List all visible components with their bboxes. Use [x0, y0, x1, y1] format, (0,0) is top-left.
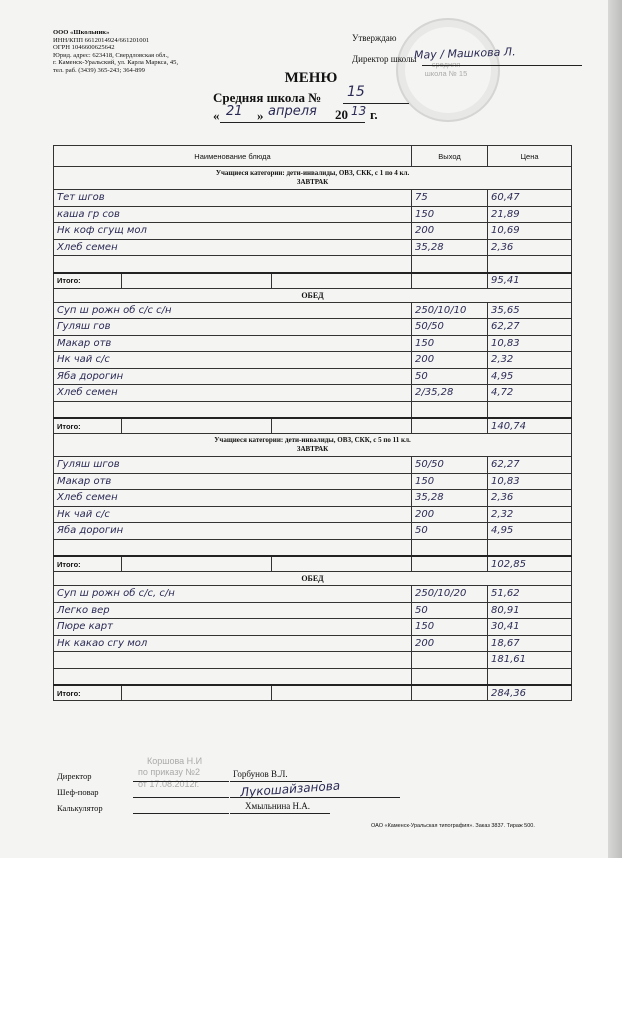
dish-price: 2,32	[488, 506, 572, 523]
dish-name: Хлеб семен	[54, 490, 412, 507]
empty-cell	[488, 668, 572, 685]
dish-output: 200	[412, 635, 488, 652]
organization-block	[53, 29, 178, 75]
total-row	[54, 556, 572, 572]
menu-item-row	[54, 302, 572, 319]
page-title: МЕНЮ	[284, 70, 338, 86]
org-inn: ИНН/КПП 6612014924/661201001	[53, 36, 150, 44]
dish-price: 51,62	[488, 586, 572, 603]
empty-cell	[488, 401, 572, 418]
dish-output: 150	[412, 473, 488, 490]
dish-name: Тет шгов	[54, 190, 412, 207]
total-empty	[412, 685, 488, 701]
empty-cell	[412, 401, 488, 418]
approve-label: Утверждаю	[352, 33, 397, 43]
dish-name: Яба дорогин	[54, 523, 412, 540]
dish-output: 35,28	[412, 239, 488, 256]
total-empty	[122, 418, 272, 434]
total-label: Итого:	[54, 556, 122, 572]
menu-item-row	[54, 473, 572, 490]
dish-output: 200	[412, 506, 488, 523]
date-day: 21	[226, 104, 243, 119]
dish-name: Гуляш шгов	[54, 457, 412, 474]
category-cell	[54, 167, 572, 190]
category-row	[54, 434, 572, 457]
category-title: Учащиеся категории: дети-инвалиды, ОВЗ, СКК, с 5 по 11 кл.	[214, 436, 411, 444]
dish-output: 50	[412, 602, 488, 619]
total-empty	[272, 273, 412, 289]
date-open-quote: «	[213, 108, 220, 123]
dish-price: 2,36	[488, 490, 572, 507]
dish-name	[54, 652, 412, 669]
empty-row	[54, 401, 572, 418]
dish-output: 50/50	[412, 319, 488, 336]
dish-price: 4,72	[488, 385, 572, 402]
total-empty	[412, 556, 488, 572]
chef-label: Шеф-повар	[57, 787, 99, 797]
dish-price: 2,36	[488, 239, 572, 256]
dish-price: 10,83	[488, 335, 572, 352]
total-empty	[272, 418, 412, 434]
total-label: Итого:	[54, 685, 122, 701]
section-title: ОБЕД	[54, 288, 572, 302]
menu-item-row	[54, 335, 572, 352]
dish-price: 21,89	[488, 206, 572, 223]
dish-name: Хлеб семен	[54, 385, 412, 402]
dish-price: 2,32	[488, 352, 572, 369]
total-value: 95,41	[488, 273, 572, 289]
dish-output: 50	[412, 368, 488, 385]
school-number: 15	[347, 84, 365, 100]
org-ogrn: ОГРН 1046600625642	[53, 44, 115, 52]
section-row	[54, 572, 572, 586]
director-school-label: Директор школы	[352, 54, 417, 64]
dish-output: 50/50	[412, 457, 488, 474]
date-close-quote: »	[257, 108, 264, 123]
dish-name: Макар отв	[54, 335, 412, 352]
menu-item-row	[54, 190, 572, 207]
order-note-2: от 17.08.2012г.	[138, 779, 200, 789]
org-address-2: г. Каменск-Уральский, ул. Карла Маркса, 45,	[53, 59, 179, 67]
empty-cell	[412, 539, 488, 556]
menu-item-row	[54, 239, 572, 256]
director-name: Горбунов В.Л.	[233, 769, 288, 779]
menu-table	[53, 145, 572, 701]
empty-cell	[54, 401, 412, 418]
school-subtitle: Средняя школа №	[213, 90, 322, 105]
calculator-name-line	[230, 813, 330, 814]
column-header-name: Наименование блюда	[54, 146, 412, 167]
dish-name: Гуляш гов	[54, 319, 412, 336]
total-row	[54, 685, 572, 701]
empty-cell	[488, 256, 572, 273]
director-signature: Мау / Машкова Л.	[413, 45, 516, 62]
menu-item-row	[54, 352, 572, 369]
director-faded-name: Коршова Н.И	[147, 756, 203, 766]
director-line	[133, 781, 229, 782]
total-empty	[272, 556, 412, 572]
dish-price: 4,95	[488, 523, 572, 540]
menu-item-row	[54, 635, 572, 652]
dish-name: Легко вер	[54, 602, 412, 619]
dish-output: 200	[412, 223, 488, 240]
dish-output: 250/10/10	[412, 302, 488, 319]
dish-name: Хлеб семен	[54, 239, 412, 256]
menu-item-row	[54, 457, 572, 474]
column-header-output: Выход	[412, 146, 488, 167]
menu-item-row	[54, 368, 572, 385]
chef-line	[133, 797, 229, 798]
empty-cell	[54, 256, 412, 273]
total-value: 140,74	[488, 418, 572, 434]
total-label: Итого:	[54, 418, 122, 434]
stamp-text: средняя школа № 15	[424, 60, 468, 78]
dish-price: 80,91	[488, 602, 572, 619]
total-value: 284,36	[488, 685, 572, 701]
date-month: апреля	[268, 104, 317, 119]
empty-cell	[488, 539, 572, 556]
org-address-1: Юрид. адрес: 623418, Свердловская обл.,	[53, 51, 169, 59]
category-title: Учащиеся категории: дети-инвалиды, ОВЗ, СКК, с 1 по 4 кл.	[215, 169, 410, 177]
dish-output: 250/10/20	[412, 586, 488, 603]
total-label: Итого:	[54, 273, 122, 289]
empty-row	[54, 668, 572, 685]
dish-name: Яба дорогин	[54, 368, 412, 385]
dish-price: 35,65	[488, 302, 572, 319]
category-cell	[54, 434, 572, 457]
year-suffix: 13	[351, 104, 367, 118]
dish-name: Нк чай с/с	[54, 352, 412, 369]
empty-row	[54, 539, 572, 556]
org-name: ООО «Школьник»	[53, 29, 110, 36]
total-row	[54, 273, 572, 289]
total-empty	[122, 556, 272, 572]
empty-cell	[412, 256, 488, 273]
dish-output: 200	[412, 352, 488, 369]
dish-output: 75	[412, 190, 488, 207]
calculator-line	[133, 813, 229, 814]
total-empty	[412, 273, 488, 289]
calculator-name: Хмыльнина Н.А.	[245, 801, 311, 811]
dish-output: 35,28	[412, 490, 488, 507]
total-value: 102,85	[488, 556, 572, 572]
date-underline	[220, 122, 365, 123]
dish-name: Суп ш рожн об с/с, с/н	[54, 586, 412, 603]
section-title: ОБЕД	[54, 572, 572, 586]
dish-name: Суп ш рожн об с/с с/н	[54, 302, 412, 319]
menu-item-row	[54, 586, 572, 603]
total-row	[54, 418, 572, 434]
menu-item-row	[54, 385, 572, 402]
menu-item-row	[54, 506, 572, 523]
menu-item-row	[54, 223, 572, 240]
year-end: г.	[370, 107, 378, 122]
empty-cell	[412, 668, 488, 685]
empty-cell	[54, 539, 412, 556]
total-empty	[272, 685, 412, 701]
dish-name: каша гр сов	[54, 206, 412, 223]
section-title: ЗАВТРАК	[296, 445, 329, 453]
empty-row	[54, 256, 572, 273]
category-row	[54, 167, 572, 190]
org-phone: тел. раб. (3439) 365-243; 364-899	[53, 66, 145, 74]
column-header-price: Цена	[488, 146, 572, 167]
dish-price: 18,67	[488, 635, 572, 652]
menu-item-row	[54, 619, 572, 636]
section-row	[54, 288, 572, 302]
dish-price: 30,41	[488, 619, 572, 636]
dish-price: 10,69	[488, 223, 572, 240]
dish-output: 50	[412, 523, 488, 540]
empty-cell	[54, 668, 412, 685]
dish-price: 60,47	[488, 190, 572, 207]
dish-output: 2/35,28	[412, 385, 488, 402]
dish-price: 181,61	[488, 652, 572, 669]
total-empty	[122, 273, 272, 289]
menu-item-row	[54, 523, 572, 540]
total-empty	[412, 418, 488, 434]
dish-name: Пюре карт	[54, 619, 412, 636]
director-sign-line	[422, 65, 582, 66]
menu-item-row	[54, 602, 572, 619]
dish-price: 4,95	[488, 368, 572, 385]
dish-price: 62,27	[488, 457, 572, 474]
director-label: Директор	[57, 771, 92, 781]
dish-output: 150	[412, 335, 488, 352]
calculator-label: Калькулятор	[57, 803, 103, 813]
dish-name: Нк чай с/с	[54, 506, 412, 523]
dish-price: 10,83	[488, 473, 572, 490]
order-note-1: по приказу №2	[138, 767, 201, 777]
printer-footer: ОАО «Каменск-Уральская типография». Заказ 3837. Тираж 500.	[371, 823, 535, 829]
menu-item-row	[54, 652, 572, 669]
total-empty	[122, 685, 272, 701]
menu-item-row	[54, 206, 572, 223]
chef-handwritten-name: Лукошайзанова	[239, 778, 341, 800]
menu-item-row	[54, 319, 572, 336]
dish-output: 150	[412, 206, 488, 223]
menu-item-row	[54, 490, 572, 507]
dish-name: Нк какао сгу мол	[54, 635, 412, 652]
chef-name-line	[230, 797, 400, 798]
dish-name: Макар отв	[54, 473, 412, 490]
dish-price: 62,27	[488, 319, 572, 336]
table-header-row	[54, 146, 572, 167]
dish-output	[412, 652, 488, 669]
year-prefix: 20	[335, 107, 348, 122]
dish-output: 150	[412, 619, 488, 636]
section-title: ЗАВТРАК	[296, 178, 329, 186]
dish-name: Нк коф сгущ мол	[54, 223, 412, 240]
